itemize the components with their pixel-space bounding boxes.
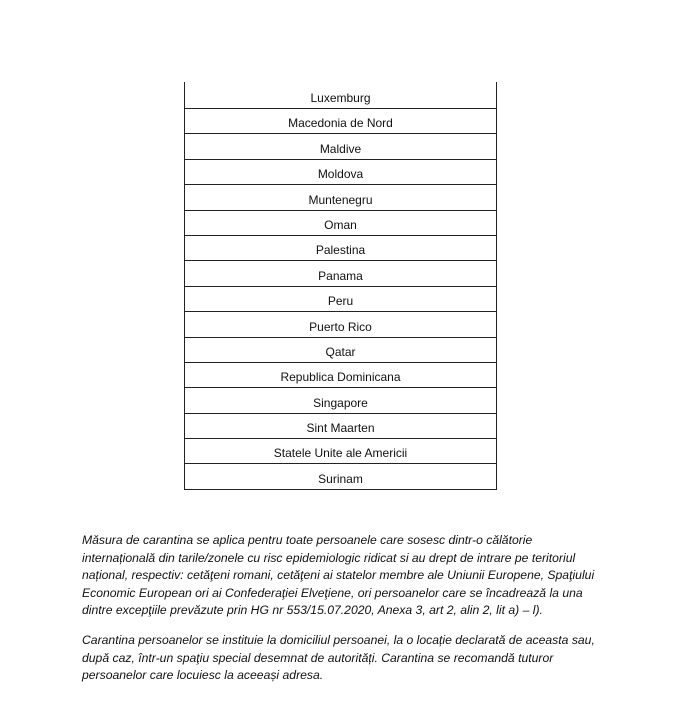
- country-name: Moldova: [317, 167, 364, 182]
- country-name: Maldive: [319, 141, 362, 156]
- country-row: [185, 185, 496, 210]
- country-row: [185, 160, 496, 185]
- country-row: [185, 211, 496, 236]
- country-row: [185, 109, 496, 134]
- country-row: [185, 236, 496, 261]
- quarantine-location-paragraph: Carantina persoanelor se instituie la domiciliul persoanei, la o locație declarată de aceasta sau, după caz, într-un spaţiu special desemnat de autorități. Carantina se recomandă tuturor persoanelor care locuiesc la aceeași adresa.: [82, 633, 595, 683]
- country-name: Singapore: [313, 395, 368, 410]
- country-name: Luxemburg: [310, 91, 371, 105]
- country-row: [185, 414, 496, 439]
- country-row: [185, 388, 496, 413]
- country-row: [185, 363, 496, 388]
- quarantine-measure-paragraph: Măsura de carantina se aplica pentru toate persoanele care sosesc dintr-o călătorie internațională din tarile/zonele cu risc epidemiologic ridicat si au drept de intrare pe teritoriul național, respectiv: cetăţeni romani, cetăţeni ai statelor membre ale Uniunii Europene, Spaţiului Economic European ori ai Confederaţiei Elveţiene, ori persoanelor care se încadrează la una dintre excepţiile prevăzute prin HG nr 553/15.07.2020, Anexa 3, art 2, alin 2, lit a) – l).: [82, 533, 595, 618]
- country-row: [185, 287, 496, 312]
- country-row: [185, 312, 496, 337]
- country-name: Macedonia de Nord: [288, 116, 393, 131]
- country-name: Oman: [324, 217, 357, 232]
- country-row: [185, 261, 496, 286]
- country-row: [185, 464, 496, 489]
- country-name: Muntenegru: [308, 192, 373, 207]
- country-name: Panama: [318, 268, 363, 283]
- country-row: [185, 82, 496, 109]
- country-name: Republica Dominicana: [280, 370, 401, 385]
- country-row: [185, 134, 496, 159]
- country-name: Statele Unite ale Americii: [273, 446, 408, 461]
- country-name: Qatar: [325, 344, 356, 359]
- country-table: [184, 82, 497, 490]
- country-name: Peru: [327, 294, 354, 309]
- country-row: [185, 338, 496, 363]
- country-name: Surinam: [318, 471, 363, 486]
- country-name: Palestina: [315, 243, 366, 258]
- country-name: Puerto Rico: [309, 319, 372, 334]
- country-name: Sint Maarten: [306, 421, 375, 436]
- country-row: [185, 439, 496, 464]
